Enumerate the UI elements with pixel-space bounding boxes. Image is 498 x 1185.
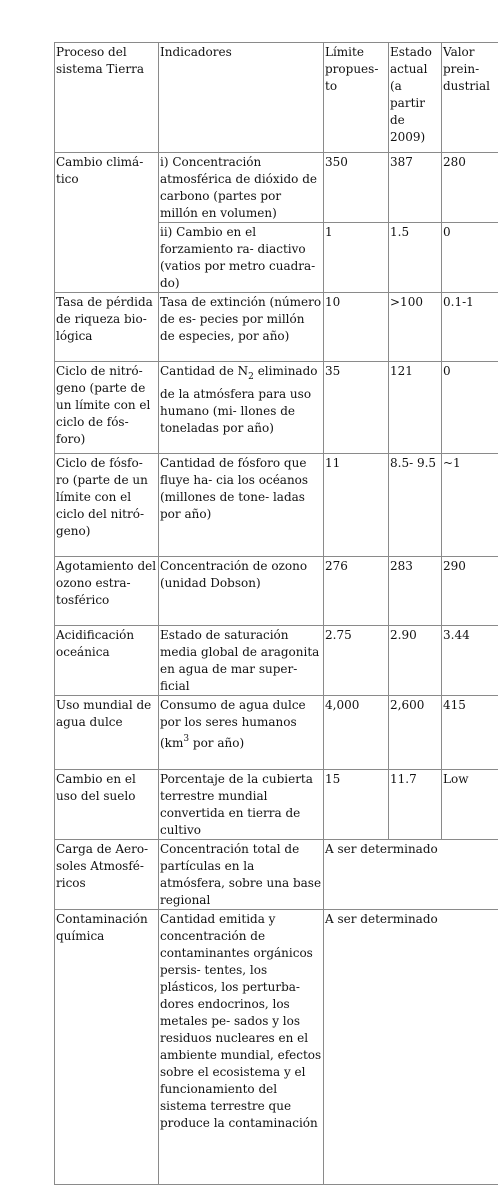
preindustrial-cell: 0.1-1 [442, 293, 498, 362]
process-cell: Ciclo de nitró- geno (parte de un límite con el ciclo de fós- foro) [55, 362, 159, 454]
limit-cell: 15 [324, 770, 389, 840]
indicator-cell: Concentración total de partículas en la atmósfera, sobre una base regional [159, 840, 324, 910]
current-cell: 2.90 [389, 626, 442, 696]
current-cell: 283 [389, 557, 442, 626]
process-cell: Carga de Aero- soles Atmosfé- ricos [55, 840, 159, 910]
current-cell: 2,600 [389, 696, 442, 770]
indicator-cell: Tasa de extinción (número de es- pecies por millón de especies, por año) [159, 293, 324, 362]
table-row [55, 153, 498, 223]
indicator-cell [159, 696, 324, 770]
superscript-3: 3 [183, 734, 189, 744]
table-row [55, 840, 498, 910]
limit-cell: 350 [324, 153, 389, 223]
process-cell: Tasa de pérdida de riqueza bio- lógica [55, 293, 159, 362]
to-be-determined-cell: A ser determinado [324, 910, 498, 1185]
table-row [55, 362, 498, 454]
table-row [55, 626, 498, 696]
table-row [55, 293, 498, 362]
preindustrial-cell: 415 [442, 696, 498, 770]
preindustrial-cell: ~1 [442, 454, 498, 557]
process-cell: Agotamiento del ozono estra- tosférico [55, 557, 159, 626]
indicator-text: eliminado de la atmósfera para uso humano (mi- llones de toneladas por año) [160, 364, 318, 435]
indicator-cell: i) Concentración atmosférica de dióxido de carbono (partes por millón en volumen) [159, 153, 324, 223]
process-cell: Contaminación química [55, 910, 159, 1185]
table-row [55, 557, 498, 626]
limit-cell: 11 [324, 454, 389, 557]
indicator-text: por año) [189, 736, 244, 750]
table-row [55, 696, 498, 770]
table-row [55, 770, 498, 840]
indicator-cell: Cantidad emitida y concentración de contaminantes orgánicos persis- tentes, los plásticos, los perturba- dores endocrinos, los metales pe- sados y los residuos nucleares en el ambiente mundial, efectos sobre el ecosistema y el funcionamiento del sistema terrestre que produce la contaminación [159, 910, 324, 1185]
header-limit: Límite propues- to [324, 43, 389, 153]
indicator-text: Cantidad de N [160, 364, 248, 378]
table-row [55, 454, 498, 557]
indicator-cell: Cantidad de fósforo que fluye ha- cia los océanos (millones de tone- ladas por año) [159, 454, 324, 557]
preindustrial-cell: 280 [442, 153, 498, 223]
indicator-cell [159, 362, 324, 454]
preindustrial-cell: 0 [442, 362, 498, 454]
preindustrial-cell: 290 [442, 557, 498, 626]
preindustrial-cell: 0 [442, 223, 498, 293]
limit-cell: 35 [324, 362, 389, 454]
limit-cell: 10 [324, 293, 389, 362]
preindustrial-cell: 3.44 [442, 626, 498, 696]
current-cell: 387 [389, 153, 442, 223]
table-row [55, 910, 498, 1185]
limit-cell: 4,000 [324, 696, 389, 770]
current-cell: 11.7 [389, 770, 442, 840]
indicator-cell: Concentración de ozono (unidad Dobson) [159, 557, 324, 626]
indicator-text: Consumo de agua dulce por los seres humanos (km [160, 698, 306, 750]
planetary-boundaries-table [54, 42, 498, 1185]
to-be-determined-cell: A ser determinado [324, 840, 498, 910]
header-indicators: Indicadores [159, 43, 324, 153]
current-cell: 8.5- 9.5 [389, 454, 442, 557]
header-process: Proceso del sistema Tierra [55, 43, 159, 153]
process-cell: Acidificación oceánica [55, 626, 159, 696]
preindustrial-cell: Low [442, 770, 498, 840]
indicator-cell: Estado de saturación media global de aragonita en agua de mar super- ficial [159, 626, 324, 696]
indicator-cell: ii) Cambio en el forzamiento ra- diactivo (vatios por metro cuadra- do) [159, 223, 324, 293]
current-cell: 1.5 [389, 223, 442, 293]
limit-cell: 1 [324, 223, 389, 293]
process-cell: Ciclo de fósfo- ro (parte de un límite con el ciclo del nitró- geno) [55, 454, 159, 557]
header-current: Estado actual (a partir de 2009) [389, 43, 442, 153]
process-cell: Cambio en el uso del suelo [55, 770, 159, 840]
subscript-2: 2 [248, 372, 254, 382]
current-cell: >100 [389, 293, 442, 362]
table-header-row [55, 43, 498, 153]
indicator-cell: Porcentaje de la cubierta terrestre mundial convertida en tierra de cultivo [159, 770, 324, 840]
current-cell: 121 [389, 362, 442, 454]
limit-cell: 2.75 [324, 626, 389, 696]
limit-cell: 276 [324, 557, 389, 626]
process-cell: Cambio climá- tico [55, 153, 159, 293]
process-cell: Uso mundial de agua dulce [55, 696, 159, 770]
header-preindustrial: Valor prein- dustrial [442, 43, 498, 153]
